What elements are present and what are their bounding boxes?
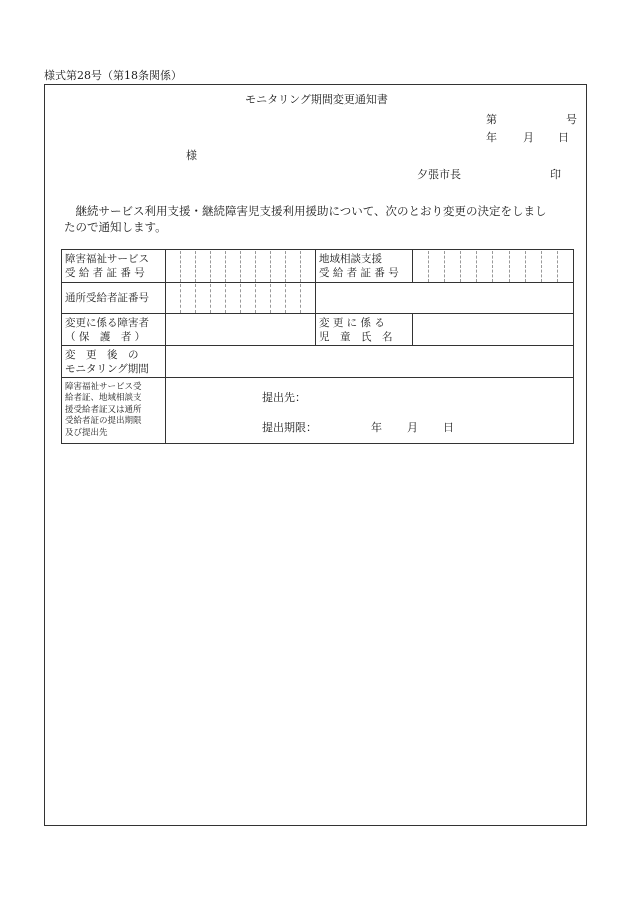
deadline-year: 年 [371, 420, 382, 434]
child-label: 変 更 に 係 る 児 童 氏 名 [316, 314, 413, 346]
notice-body-line-1: 継続サービス利用支援・継続障害児支援利用援助について、次のとおり変更の決定をしまし [64, 204, 547, 218]
day-care-cert-number-field[interactable] [166, 283, 316, 314]
period-field[interactable] [166, 346, 574, 378]
date-day: 日 [558, 131, 569, 144]
submission-label: 障害福祉サービス受 給者証、地域相談支 援受給者証又は通所 受給者証の提出期限 及び提出先 [62, 378, 166, 444]
date-month: 月 [523, 131, 534, 144]
disability-cert-label: 障害福祉サービス 受 給 者 証 番 号 [62, 250, 166, 283]
person-label: 変更に係る障害者 （ 保 護 者 ） [62, 314, 166, 346]
community-cert-number-field[interactable] [413, 250, 574, 283]
person-name-field[interactable] [166, 314, 316, 346]
day-care-cert-blank [316, 283, 574, 314]
submission-field[interactable] [166, 378, 574, 444]
community-cert-label: 地域相談支援 受 給 者 証 番 号 [316, 250, 413, 283]
day-care-cert-label: 通所受給者証番号 [62, 283, 166, 314]
document-title: モニタリング期間変更通知書 [245, 93, 388, 106]
child-name-field[interactable] [413, 314, 574, 346]
deadline-month: 月 [407, 420, 418, 434]
date-year: 年 [486, 131, 497, 144]
notice-body-line-2: たので通知します。 [64, 220, 167, 234]
form-number-label: 様式第28号（第18条関係） [44, 69, 182, 82]
submit-to-label: 提出先： [262, 390, 306, 404]
period-label: 変 更 後 の モニタリング期間 [62, 346, 166, 378]
notice-table [61, 249, 574, 444]
deadline-label: 提出期限： [262, 420, 317, 434]
notice-frame [44, 84, 587, 826]
number-suffix: 号 [566, 113, 577, 126]
seal-mark: 印 [550, 168, 561, 181]
notice-body [64, 203, 579, 235]
deadline-day: 日 [443, 420, 454, 434]
issuer-name: 夕張市長 [417, 168, 461, 181]
addressee-suffix: 様 [186, 149, 197, 162]
number-prefix: 第 [486, 113, 497, 126]
disability-cert-number-field[interactable] [166, 250, 316, 283]
